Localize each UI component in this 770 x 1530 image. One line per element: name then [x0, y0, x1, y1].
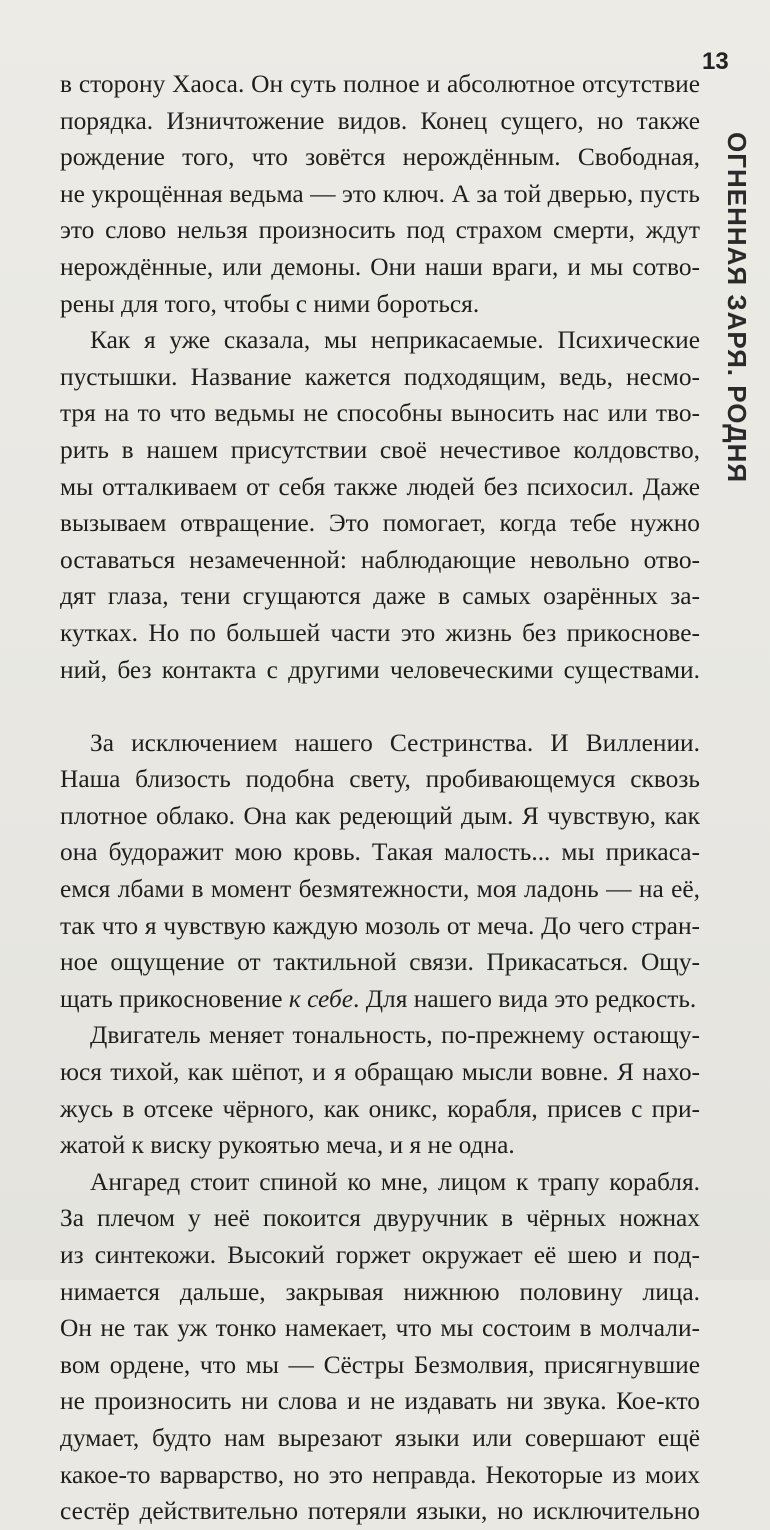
text-line: За исключением нашего Сестринства. И Виллении. [90, 728, 700, 757]
body-text [60, 66, 700, 1530]
text-line [60, 981, 700, 1018]
text-line: ний, без контакта с другими человеческими существами. [60, 655, 700, 684]
text-line: плотное облако. Она как редеющий дым. Я чувствую, как [60, 801, 700, 830]
text-line: рождение того, что зовётся нерождённым. Свободная, [60, 143, 700, 172]
text-line: юся тихой, как шёпот, и я обращаю мысли вовне. Я нахо- [60, 1058, 700, 1087]
text-line: жатой к виску рукоятью меча, и я не одна. [60, 1131, 515, 1160]
text-line: мы отталкиваем от себя также людей без психосил. Даже [60, 472, 700, 501]
text-line: Двигатель меняет тональность, по-прежнему остающу- [90, 1021, 700, 1050]
text-line: думает, будто нам вырезают языки или совершают ещё [60, 1423, 700, 1452]
text-line: так что я чувствую каждую мозоль от меча. До чего стран- [60, 911, 700, 940]
text-line: Ангаред стоит спиной ко мне, лицом к трапу корабля. [90, 1167, 700, 1196]
text-line: рены для того, чтобы с ними бороться. [60, 289, 480, 318]
text-line: порядка. Изничтожение видов. Конец сущего, но также [60, 106, 700, 135]
text-line: оставаться незамеченной: наблюдающие невольно отво- [60, 545, 700, 574]
text-line: вызываем отвращение. Это помогает, когда тебе нужно [60, 509, 700, 538]
text-line: Наша близость подобна свету, пробивающемуся сквозь [60, 765, 700, 794]
text-segment: . Для нашего вида это редкость. [353, 984, 697, 1013]
text-line: это слово нельзя произносить под страхом смерти, ждут [60, 216, 700, 245]
text-line: она будоражит мою кровь. Такая малость... мы прикаса- [60, 838, 700, 867]
text-line: из синтекожи. Высокий горжет окружает её шею и под- [60, 1241, 700, 1269]
text-line: не укрощённая ведьма — это ключ. А за той дверью, пусть [60, 179, 700, 208]
text-segment: щать прикосновение [60, 984, 289, 1013]
text-line: вом ордене, что мы — Сёстры Безмолвия, присягнувшие [60, 1350, 700, 1379]
text-line: ное ощущение от тактильной связи. Прикасаться. Ощу- [60, 948, 700, 977]
text-line: Как я уже сказала, мы неприкасаемые. Психические [90, 326, 700, 355]
text-line: дят глаза, тени сгущаются даже в самых озарённых за- [60, 582, 700, 611]
text-line: в сторону Хаоса. Он суть полное и абсолютное отсутствие [60, 70, 700, 98]
text-line: какое-то варварство, но это неправда. Некоторые из моих [60, 1460, 700, 1489]
text-line: емся лбами в момент безмятежности, моя ладонь — на её, [60, 875, 700, 904]
text-line: За плечом у неё покоится двуручник в чёрных ножнах [60, 1204, 700, 1233]
text-line: кутках. Но по большей части это жизнь без прикоснове- [60, 618, 700, 647]
text-line: жусь в отсеке чёрного, как оникс, корабля, присев с при- [60, 1094, 700, 1123]
text-line: сестёр действительно потеряли языки, но исключительно [60, 1497, 700, 1526]
text-line: нимается дальше, закрывая нижнюю половину лица. [60, 1277, 700, 1306]
text-line: тря на то что ведьмы не способны выносить нас или тво- [60, 399, 700, 428]
text-line [60, 688, 700, 725]
text-line: пустышки. Название кажется подходящим, ведь, несмо- [60, 362, 700, 391]
running-head: ОГНЕННАЯ ЗАРЯ. РОДНЯ [722, 132, 752, 484]
text-line: рить в нашем присутствии своё нечестивое колдовство, [60, 435, 700, 464]
page-number: 13 [702, 48, 729, 75]
italic-emphasis: к себе [288, 984, 354, 1013]
text-line: Он не так уж тонко намекает, что мы состоим в молчали- [60, 1314, 700, 1343]
text-line: нерождённые, или демоны. Они наши враги, и мы сотво- [60, 252, 700, 281]
text-line: не произносить ни слова и не издавать ни звука. Кое-кто [60, 1387, 700, 1416]
